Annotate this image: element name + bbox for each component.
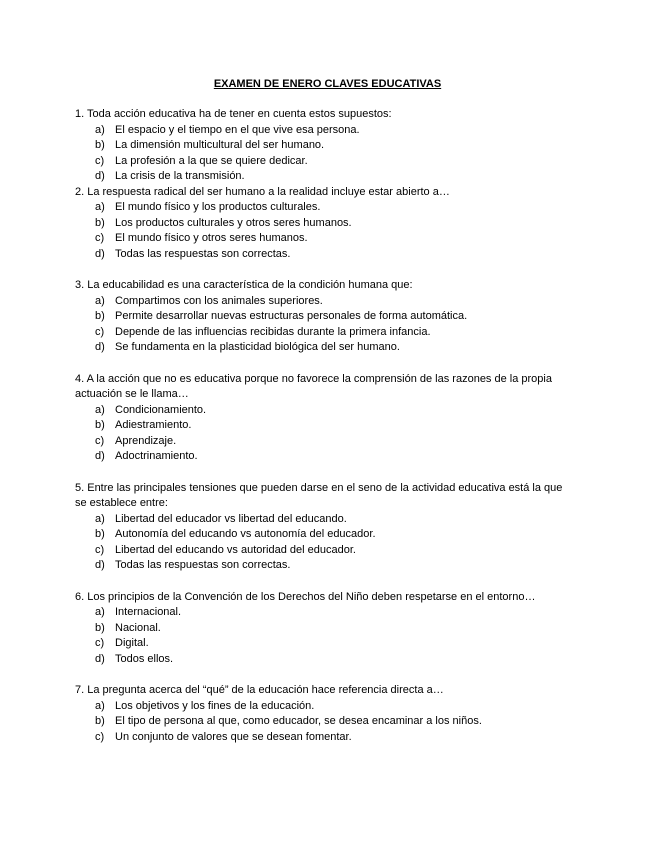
option-letter: c) [95, 325, 105, 338]
option-text: Los objetivos y los fines de la educación. [115, 699, 315, 712]
option-text: Permite desarrollar nuevas estructuras personales de forma automática. [115, 310, 468, 322]
option-letter: b) [95, 216, 105, 229]
option-c [75, 730, 575, 746]
question-stem: 4. A la acción que no es educativa porque no favorece la comprensión de las razones de la propia actuación se le llama… [75, 372, 552, 400]
option-text: El mundo físico y los productos culturales. [115, 201, 321, 213]
option-text: El tipo de persona al que, como educador, se desea encaminar a los niños. [115, 715, 482, 727]
option-letter: d) [95, 652, 105, 665]
option-letter: c) [95, 154, 105, 167]
option-b [75, 714, 575, 730]
option-d [75, 652, 575, 668]
option-text: Libertad del educando vs autoridad del educador. [115, 543, 356, 556]
option-letter: b) [95, 528, 105, 540]
question-stem: 1. Toda acción educativa ha de tener en cuenta estos supuestos: [75, 108, 392, 120]
question-7 [75, 683, 575, 745]
exam-title: EXAMEN DE ENERO CLAVES EDUCATIVAS [213, 78, 442, 90]
option-text: La profesión a la que se quiere dedicar. [115, 154, 308, 167]
option-letter: b) [95, 621, 105, 634]
option-text: Autonomía del educando vs autonomía del educador. [115, 528, 376, 540]
option-list [75, 123, 575, 185]
question-stem: 2. La respuesta radical del ser humano a la realidad incluye estar abierto a… [75, 185, 450, 198]
option-list [75, 294, 575, 356]
option-a [75, 123, 575, 139]
option-text: Todas las respuestas son correctas. [115, 247, 291, 260]
option-letter: d) [95, 559, 105, 571]
option-b [75, 418, 575, 434]
option-text: Un conjunto de valores que se desean fomentar. [115, 730, 352, 743]
option-c [75, 325, 575, 341]
option-letter: d) [95, 450, 105, 462]
option-b [75, 309, 575, 325]
option-b [75, 138, 575, 154]
option-text: Aprendizaje. [115, 434, 177, 447]
option-letter: c) [95, 543, 105, 556]
option-d [75, 247, 575, 263]
option-letter: a) [95, 123, 105, 136]
question-1 [75, 107, 575, 185]
option-a [75, 605, 575, 621]
option-text: Todos ellos. [115, 652, 174, 665]
option-letter: d) [95, 341, 105, 353]
option-letter: d) [95, 170, 105, 182]
option-text: Compartimos con los animales superiores. [115, 294, 323, 307]
option-letter: a) [95, 699, 105, 712]
option-c [75, 543, 575, 559]
option-letter: a) [95, 606, 105, 618]
option-letter: d) [95, 247, 105, 260]
option-text: Depende de las influencias recibidas durante la primera infancia. [115, 325, 431, 338]
option-a [75, 699, 575, 715]
option-list [75, 699, 575, 746]
option-text: El espacio y el tiempo en el que vive esa persona. [115, 123, 360, 136]
option-a [75, 403, 575, 419]
option-text: Digital. [115, 637, 149, 649]
option-letter: c) [95, 730, 105, 743]
option-c [75, 434, 575, 450]
option-a [75, 294, 575, 310]
option-letter: c) [95, 232, 105, 244]
option-b [75, 216, 575, 232]
option-a [75, 512, 575, 528]
option-text: Condicionamiento. [115, 403, 207, 416]
question-stem: 3. La educabilidad es una característica de la condición humana que: [75, 279, 413, 291]
option-letter: a) [95, 512, 105, 525]
option-d [75, 169, 575, 185]
option-letter: c) [95, 637, 105, 649]
option-text: La dimensión multicultural del ser humano. [115, 139, 325, 151]
option-text: El mundo físico y otros seres humanos. [115, 232, 308, 244]
option-letter: a) [95, 294, 105, 307]
option-letter: b) [95, 715, 105, 727]
option-text: Adiestramiento. [115, 419, 192, 431]
option-d [75, 558, 575, 574]
question-stem: 7. La pregunta acerca del “qué” de la educación hace referencia directa a… [75, 684, 444, 696]
option-text: Libertad del educador vs libertad del educando. [115, 512, 347, 525]
option-b [75, 621, 575, 637]
option-b [75, 527, 575, 543]
option-letter: b) [95, 419, 105, 431]
question-4 [75, 372, 575, 465]
option-letter: b) [95, 139, 105, 151]
option-text: Los productos culturales y otros seres humanos. [115, 216, 352, 229]
option-d [75, 449, 575, 465]
question-stem: 6. Los principios de la Convención de los Derechos del Niño deben respetarse en el entorno… [75, 590, 536, 603]
option-list [75, 605, 575, 667]
option-text: Adoctrinamiento. [115, 450, 198, 462]
question-3 [75, 278, 575, 356]
option-c [75, 154, 575, 170]
question-5 [75, 481, 575, 574]
option-letter: b) [95, 310, 105, 322]
option-text: Se fundamenta en la plasticidad biológica del ser humano. [115, 341, 400, 353]
question-2 [75, 185, 575, 263]
option-text: Internacional. [115, 606, 182, 618]
option-c [75, 636, 575, 652]
option-letter: a) [95, 403, 105, 416]
option-text: Nacional. [115, 621, 161, 634]
option-d [75, 340, 575, 356]
option-list [75, 403, 575, 465]
option-list [75, 512, 575, 574]
option-letter: a) [95, 201, 105, 213]
question-stem: 5. Entre las principales tensiones que pueden darse en el seno de la actividad educativa está la que se establece entre: [75, 481, 563, 509]
option-text: La crisis de la transmisión. [115, 170, 245, 182]
question-6 [75, 590, 575, 668]
option-a [75, 200, 575, 216]
option-list [75, 200, 575, 262]
option-c [75, 231, 575, 247]
question-list [75, 107, 575, 745]
option-text: Todas las respuestas son correctas. [115, 559, 291, 571]
option-letter: c) [95, 434, 105, 447]
